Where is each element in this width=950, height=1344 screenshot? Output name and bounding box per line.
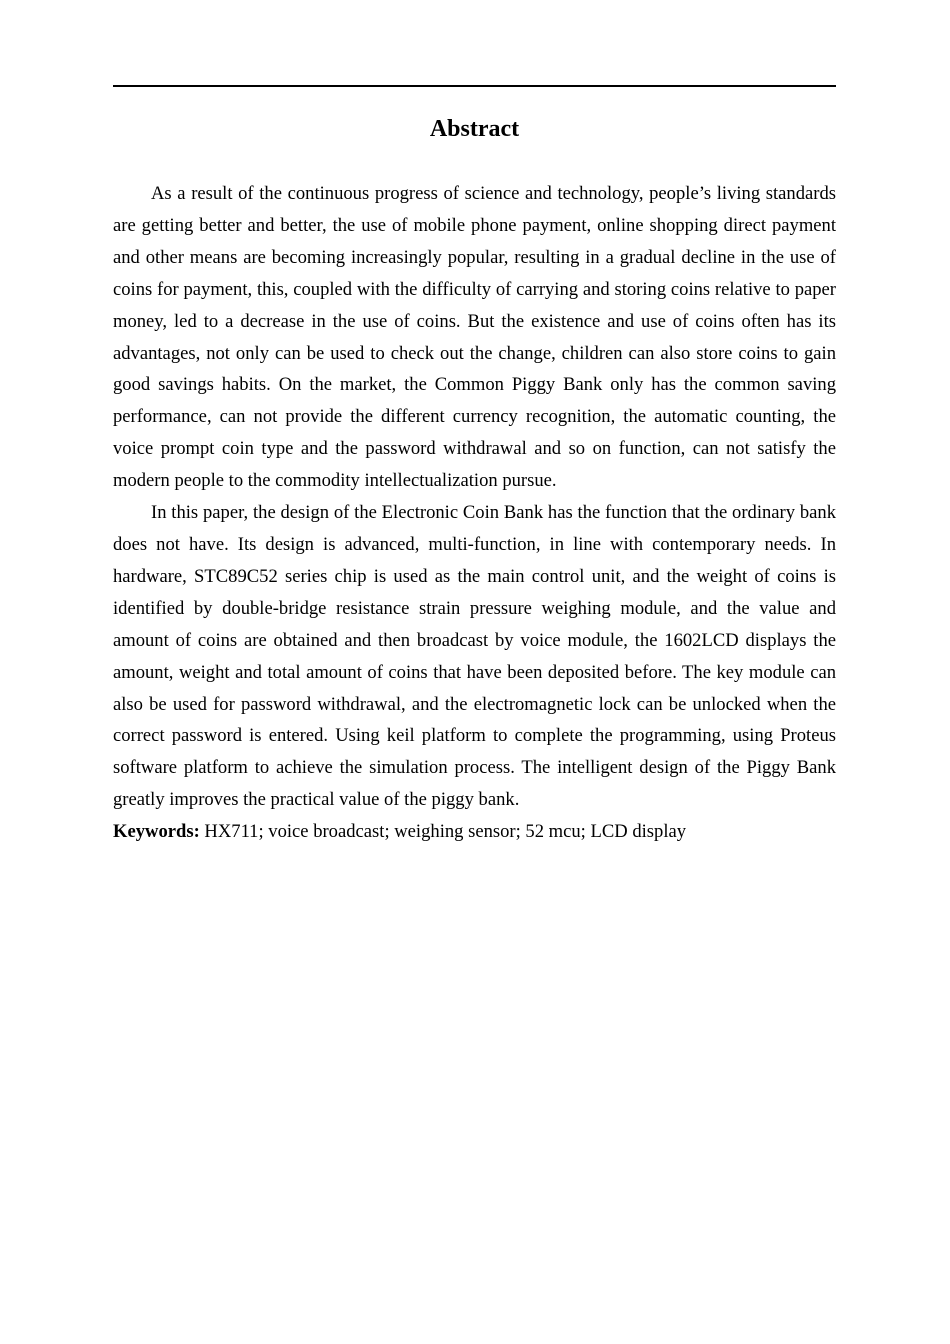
abstract-body bbox=[113, 178, 836, 848]
keywords-label: Keywords: bbox=[113, 821, 200, 843]
page-title: Abstract bbox=[429, 116, 520, 142]
abstract-paragraph-2: In this paper, the design of the Electronic Coin Bank has the function that the ordinary bank does not have. Its design is advanced, multi-function, in line with contemporary needs. In hardware, STC89C52 series chip is used as the main control unit, and the weight of coins is identified by double-bridge resistance strain pressure weighing module, and the value and amount of coins are obtained and then broadcast by voice module, the 1602LCD displays the amount, weight and total amount of coins that have been deposited before. The key module can also be used for password withdrawal, and the electromagnetic lock can be unlocked when the correct password is entered. Using keil platform to complete the programming, using Proteus software platform to achieve the simulation process. The intelligent design of the Piggy Bank greatly improves the practical value of the piggy bank. bbox=[113, 502, 836, 811]
header-rule bbox=[113, 85, 836, 87]
keywords-text: HX711; voice broadcast; weighing sensor; 52 mcu; LCD display bbox=[199, 821, 687, 843]
keywords-line bbox=[113, 816, 836, 848]
abstract-paragraph-1: As a result of the continuous progress of science and technology, people’s living standards are getting better and better, the use of mobile phone payment, online shopping direct payment and other means are becoming increasingly popular, resulting in a gradual decline in the use of coins for payment, this, coupled with the difficulty of carrying and storing coins relative to paper money, led to a decrease in the use of coins. But the existence and use of coins often has its advantages, not only can be used to check out the change, children can also store coins to gain good savings habits. On the market, the Common Piggy Bank only has the common saving performance, can not provide the different currency recognition, the automatic counting, the voice prompt coin type and the password withdrawal and so on function, can not satisfy the modern people to the commodity intellectualization pursue. bbox=[113, 183, 836, 492]
